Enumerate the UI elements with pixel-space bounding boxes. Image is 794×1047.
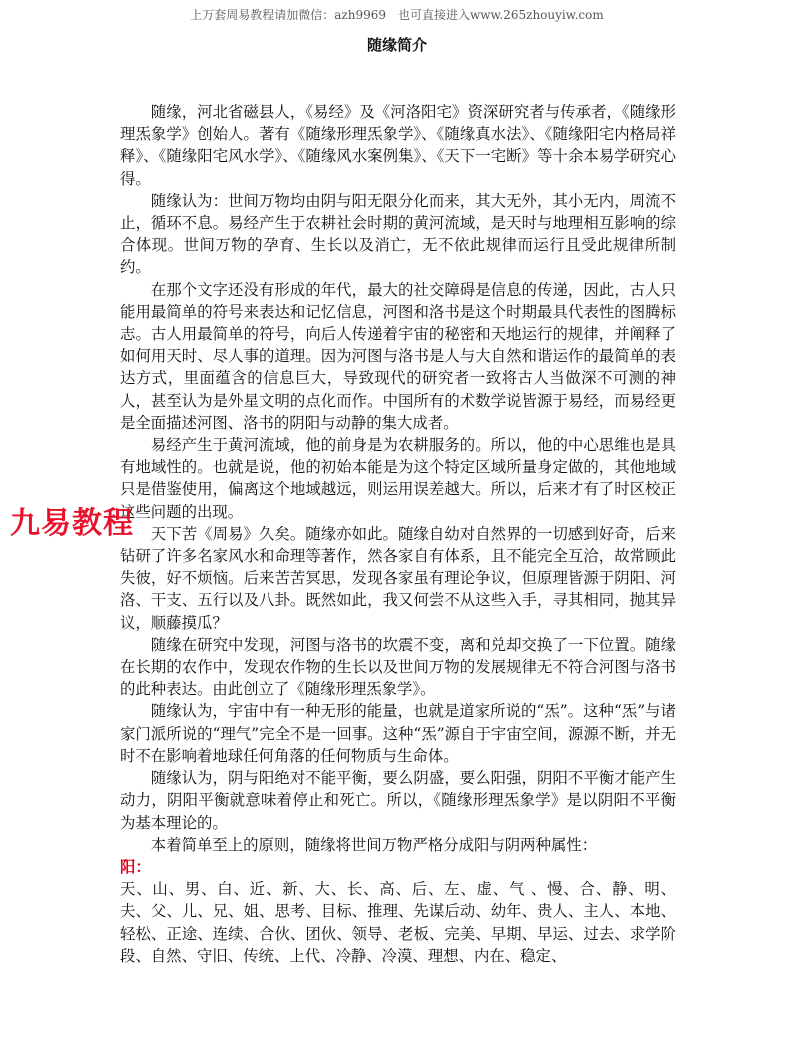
yang-list: 天、山、男、白、近、新、大、长、高、后、左、虚、气 、慢、合、静、明、夫、父、儿、兄、姐、思考、目标、推理、先谋后动、幼年、贵人、主人、本地、轻松、正途、连续、合伙、团伙、领导、老板、完美、早期、早运、过去、求学阶段、自然、守旧、传统、上代、冷静、冷漠、理想、内在、稳定、 bbox=[120, 880, 676, 965]
document-body bbox=[120, 101, 676, 967]
yang-label: 阳： bbox=[120, 857, 151, 876]
paragraph: 随缘认为：世间万物均由阴与阳无限分化而来，其大无外，其小无内，周流不止，循环不息。易经产生于农耕社会时期的黄河流域，是天时与地理相互影响的综合体现。世间万物的孕育、生长以及消亡，无不依此规律而运行且受此规律所制约。 bbox=[120, 191, 676, 277]
paragraph: 随缘认为，阴与阳绝对不能平衡，要么阴盛，要么阳强，阴阳不平衡才能产生动力，阴阳平衡就意味着停止和死亡。所以，《随缘形理炁象学》是以阴阳不平衡为基本理论的。 bbox=[120, 769, 676, 832]
paragraph: 天下苦《周易》久矣。随缘亦如此。随缘自幼对自然界的一切感到好奇，后来钻研了许多名家风水和命理等著作，然各家自有体系，且不能完全互洽，故常顾此失彼，好不烦恼。后来苦苦冥思，发现各家虽有理论争议，但原理皆源于阴阳、河洛、干支、五行以及八卦。既然如此，我又何尝不从这些入手，寻其相同，抛其异议，顺藤摸瓜？ bbox=[120, 524, 676, 632]
page-title: 随缘简介 bbox=[366, 36, 427, 54]
paragraph: 随缘在研究中发现，河图与洛书的坎震不变，离和兑却交换了一下位置。随缘在长期的农作中，发现农作物的生长以及世间万物的发展规律无不符合河图与洛书的此种表达。由此创立了《随缘形理炁象学》。 bbox=[120, 635, 676, 699]
yang-heading bbox=[120, 856, 676, 878]
paragraph: 在那个文字还没有形成的年代，最大的社交障碍是信息的传递，因此，古人只能用最简单的符号来表达和记忆信息，河图和洛书是这个时期最具代表性的图腾标志。古人用最简单的符号，向后人传递着宇宙的秘密和天地运行的规律，并阐释了如何用天时、尽人事的道理。因为河图与洛书是人与大自然和谐运作的最简单的表达方式，里面蕴含的信息巨大，导致现代的研究者一致将古人当做深不可测的神人，甚至认为是外星文明的点化而作。中国所有的术数学说皆源于易经，而易经更是全面描述河图、洛书的阴阳与动静的集大成者。 bbox=[120, 280, 676, 432]
paragraph: 随缘，河北省磁县人，《易经》及《河洛阳宅》资深研究者与传承者，《随缘形理炁象学》创始人。著有《随缘形理炁象学》、《随缘真水法》、《随缘阳宅内格局祥释》、《随缘阳宅风水学》、《随缘风水案例集》、《天下一宅断》等十余本易学研究心得。 bbox=[120, 103, 676, 188]
paragraph: 随缘认为，宇宙中有一种无形的能量，也就是道家所说的“炁”。这种“炁”与诸家门派所说的“理气”完全不是一回事。这种“炁”源自于宇宙空间，源源不断，并无时不在影响着地球任何角落的任何物质与生命体。 bbox=[120, 702, 676, 765]
header-note: 上万套周易教程请加微信：azh9969 也可直接进入www.265zhouyiw.com bbox=[190, 8, 604, 22]
watermark-logo: 九易教程 bbox=[10, 506, 134, 541]
paragraph: 本着简单至上的原则，随缘将世间万物严格分成阳与阴两种属性： bbox=[150, 835, 598, 854]
paragraph: 易经产生于黄河流域，他的前身是为农耕服务的。所以，他的中心思维也是具有地域性的。也就是说，他的初始本能是为这个特定区域所量身定做的，其他地域只是借鉴使用，偏离这个地域越远，则运用误差越大。所以，后来才有了时区校正这些问题的出现。 bbox=[120, 436, 676, 521]
